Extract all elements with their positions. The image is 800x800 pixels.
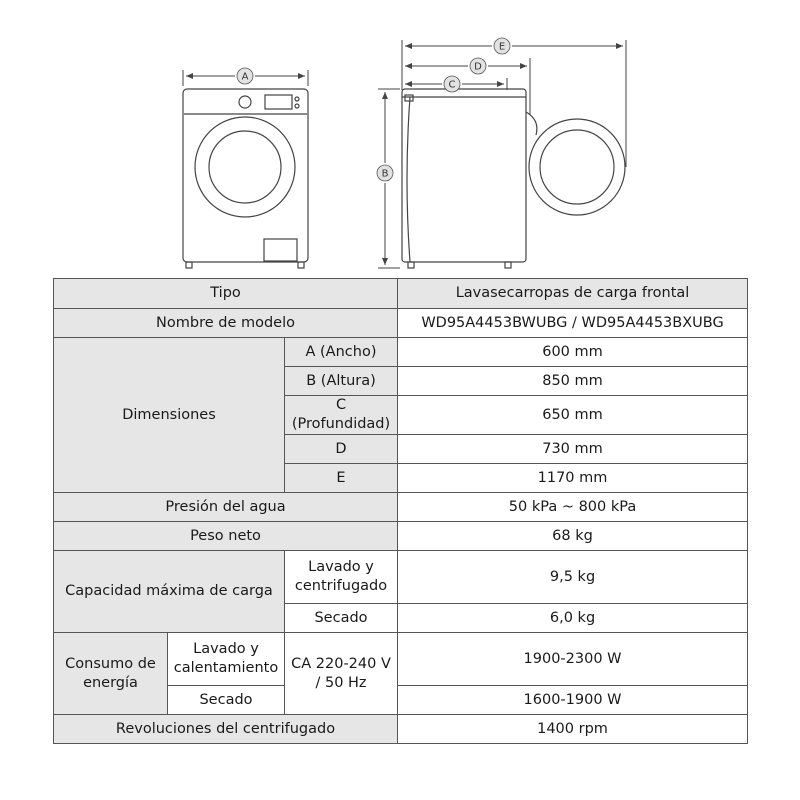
modelo-value: WD95A4453BWUBG / WD95A4453BXUBG [398,309,748,338]
capacidad-secado-value: 6,0 kg [398,604,748,633]
dimension-row-value: 730 mm [398,435,748,464]
revoluciones-label: Revoluciones del centrifugado [54,715,398,744]
dimension-row-value: 600 mm [398,338,748,367]
capacidad-secado-label: Secado [285,604,398,633]
dimension-d-label: D [474,61,482,73]
revoluciones-value: 1400 rpm [398,715,748,744]
dimensiones-label: Dimensiones [54,338,285,493]
modelo-label: Nombre de modelo [54,309,398,338]
table-row [54,522,748,551]
dimension-c-label: C [448,79,456,91]
specifications-table [53,278,748,744]
dimension-row-value: 850 mm [398,367,748,396]
table-row [54,338,748,367]
table-row [54,715,748,744]
dimension-a-label: A [241,71,249,83]
tipo-value: Lavasecarropas de carga frontal [398,279,748,309]
table-row [54,633,748,686]
dimension-row-label: C (Profundidad) [285,396,398,435]
dimension-d [405,58,530,115]
consumo-secado-label: Secado [168,686,285,715]
table-row [54,551,748,604]
tipo-label: Tipo [54,279,398,309]
dimension-b [377,89,400,268]
peso-value: 68 kg [398,522,748,551]
dimension-e [405,38,626,167]
capacidad-lavado-value: 9,5 kg [398,551,748,604]
table-row [54,309,748,338]
dimension-row-label: B (Altura) [285,367,398,396]
presion-value: 50 kPa ~ 800 kPa [398,493,748,522]
dimension-e-label: E [498,41,506,53]
consumo-voltaje: CA 220-240 V / 50 Hz [285,633,398,715]
capacidad-lavado-label: Lavado y centrifugado [285,551,398,604]
dimension-row-label: D [285,435,398,464]
capacidad-label: Capacidad máxima de carga [54,551,285,633]
table-row [54,493,748,522]
washer-front-view [183,89,308,268]
dimension-row-value: 1170 mm [398,464,748,493]
dimension-row-label: E [285,464,398,493]
consumo-lavado-label: Lavado y calentamiento [168,633,285,686]
dimension-row-value: 650 mm [398,396,748,435]
consumo-lavado-value: 1900-2300 W [398,633,748,686]
dimension-a [183,68,308,86]
dimension-b-label: B [381,168,389,180]
consumo-label: Consumo de energía [54,633,168,715]
washer-side-view [402,89,625,268]
table-row [54,279,748,309]
presion-label: Presión del agua [54,493,398,522]
consumo-secado-value: 1600-1900 W [398,686,748,715]
dimension-diagram [0,0,800,276]
dimension-row-label: A (Ancho) [285,338,398,367]
peso-label: Peso neto [54,522,398,551]
